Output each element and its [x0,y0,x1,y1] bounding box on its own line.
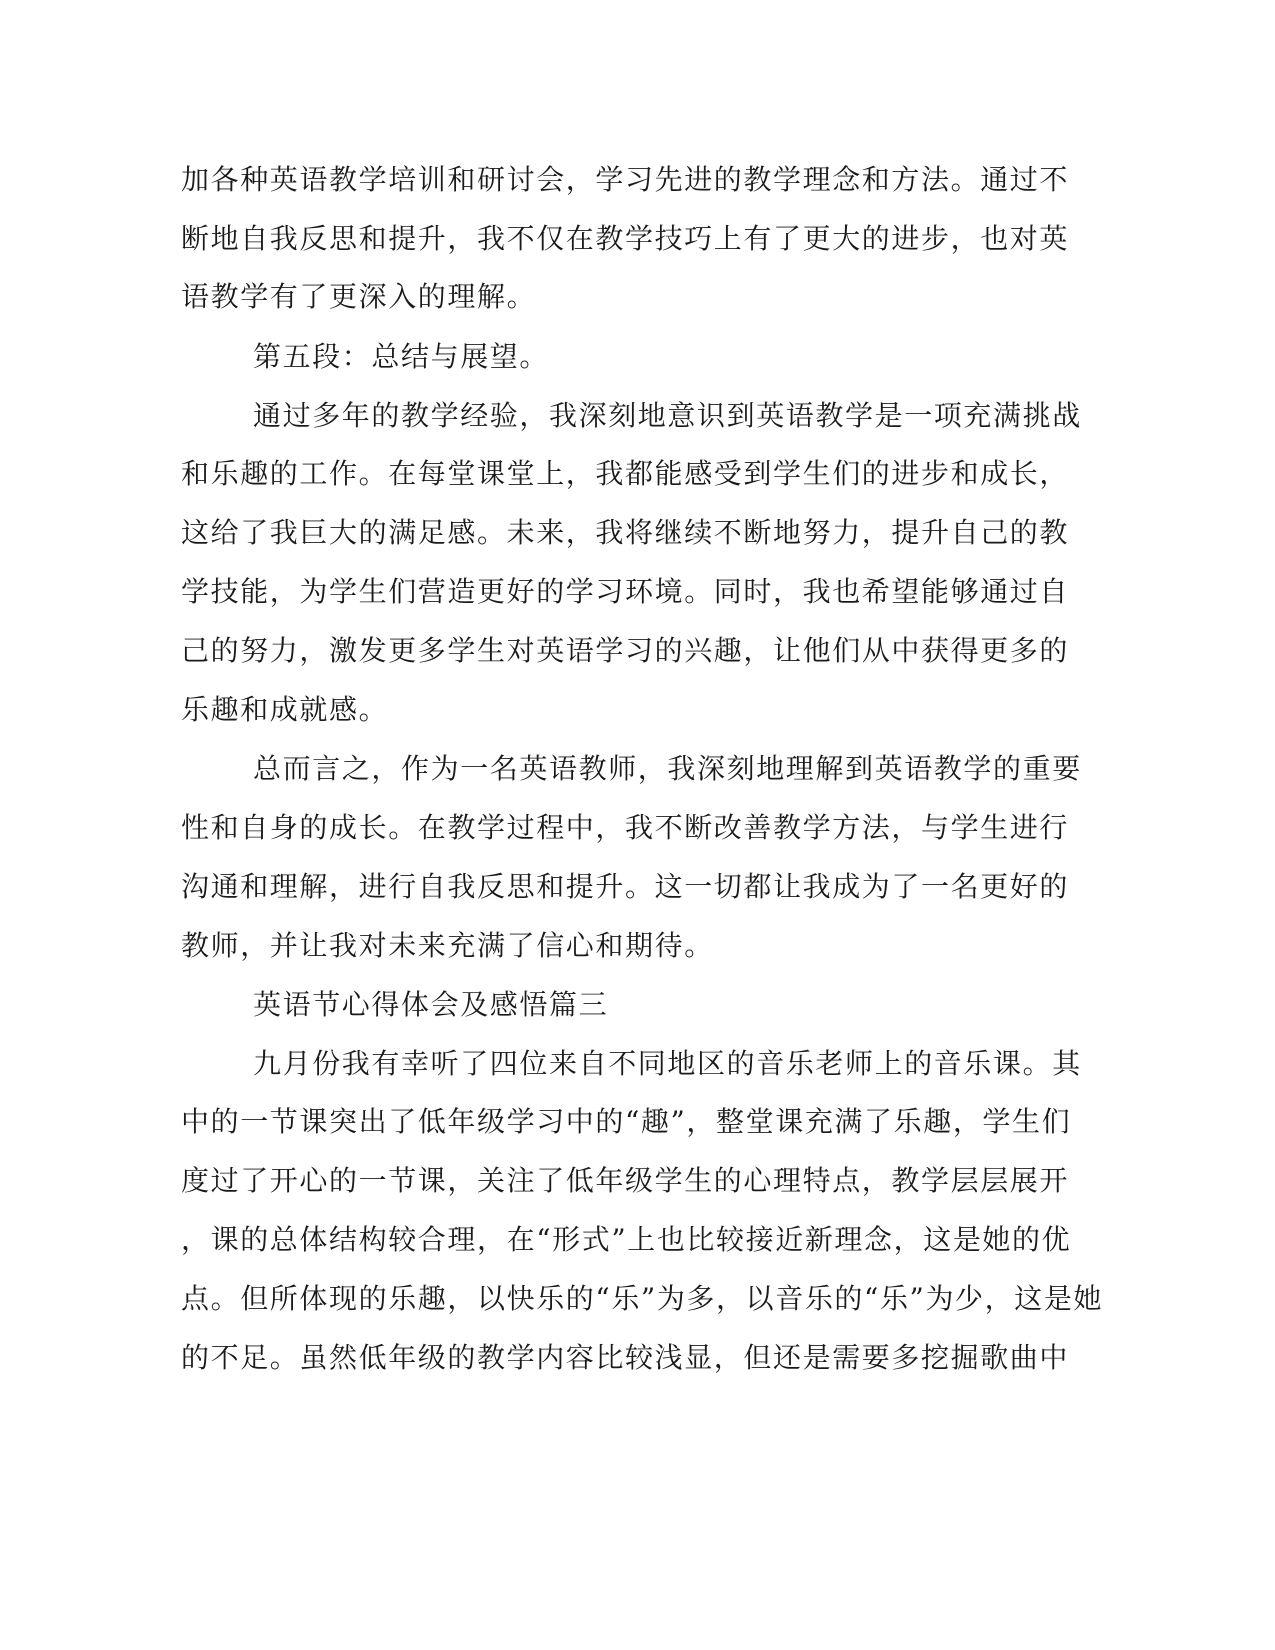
text-line: 总而言之，作为一名英语教师，我深刻地理解到英语教学的重要 [253,752,1082,785]
text-line: 乐趣和成就感。 [181,693,389,726]
text-line: 学技能，为学生们营造更好的学习环境。同时，我也希望能够通过自 [181,575,1070,608]
text-line: 语教学有了更深入的理解。 [181,280,537,313]
text-line: 教师，并让我对未来充满了信心和期待。 [181,929,714,962]
text-line: 断地自我反思和提升，我不仅在教学技巧上有了更大的进步，也对英 [181,222,1070,255]
text-line: 加各种英语教学培训和研讨会，学习先进的教学理念和方法。通过不 [181,163,1070,196]
text-line: 度过了开心的一节课，关注了低年级学生的心理特点，教学层层展开 [181,1164,1070,1197]
text-line: 这给了我巨大的满足感。未来，我将继续不断地努力，提升自己的教 [181,516,1070,549]
section-heading: 第五段：总结与展望。 [253,340,550,373]
text-line: 己的努力，激发更多学生对英语学习的兴趣，让他们从中获得更多的 [181,634,1070,667]
text-line: 通过多年的教学经验，我深刻地意识到英语教学是一项充满挑战 [253,399,1082,432]
text-line: 性和自身的成长。在教学过程中，我不断改善教学方法，与学生进行 [181,811,1070,844]
text-line: 的不足。虽然低年级的教学内容比较浅显，但还是需要多挖掘歌曲中 [181,1341,1070,1374]
text-line: ，课的总体结构较合理，在“形式”上也比较接近新理念，这是她的优 [181,1223,1072,1256]
text-line: 沟通和理解，进行自我反思和提升。这一切都让我成为了一名更好的 [181,870,1070,903]
text-line: 中的一节课突出了低年级学习中的“趣”，整堂课充满了乐趣，学生们 [181,1105,1072,1138]
text-line: 九月份我有幸听了四位来自不同地区的音乐老师上的音乐课。其 [253,1047,1082,1080]
text-line: 点。但所体现的乐趣，以快乐的“乐”为多，以音乐的“乐”为少，这是她 [181,1282,1104,1315]
text-line: 和乐趣的工作。在每堂课堂上，我都能感受到学生们的进步和成长， [181,457,1070,490]
section-heading: 英语节心得体会及感悟篇三 [253,988,609,1021]
